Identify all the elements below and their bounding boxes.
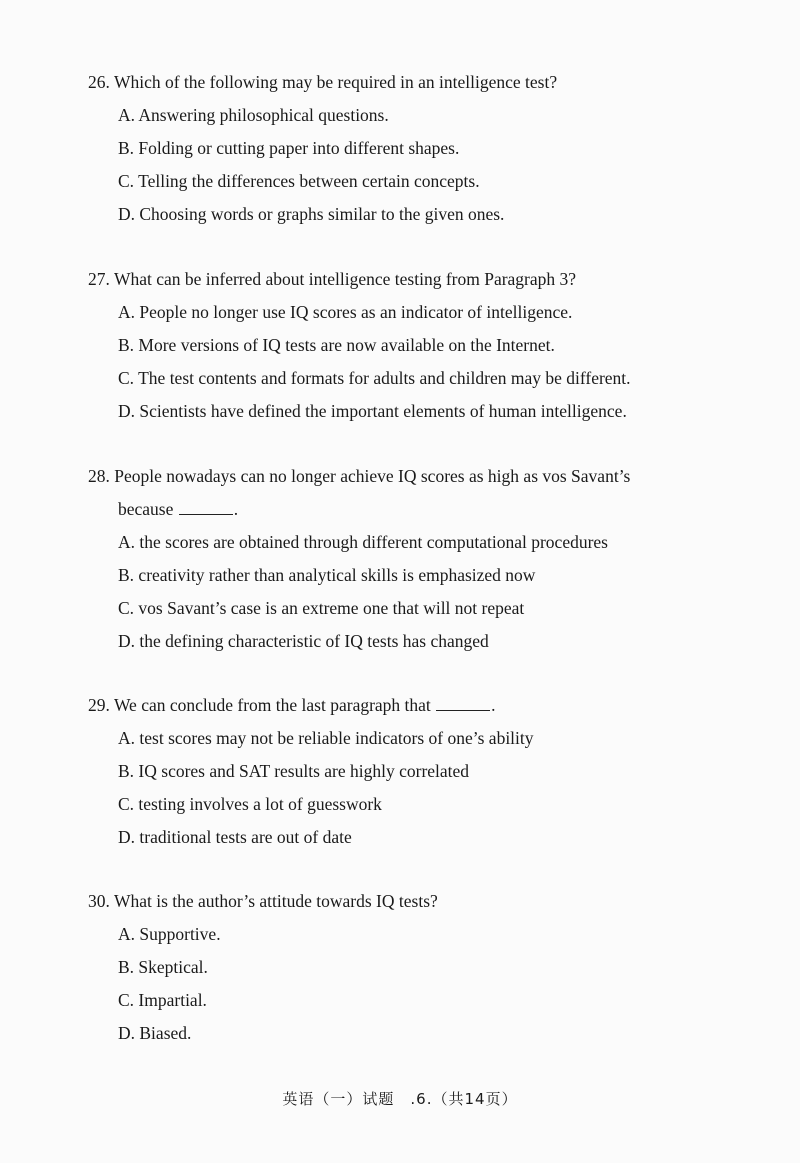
question-text: What can be inferred about intelligence testing from Paragraph 3? bbox=[113, 269, 577, 289]
option-a: A. Supportive. bbox=[118, 924, 221, 944]
option-d: D. Scientists have defined the important elements of human intelligence. bbox=[118, 401, 627, 421]
question-29 bbox=[88, 689, 738, 854]
question-text-before-blank: because bbox=[118, 499, 174, 519]
option-c: C. The test contents and formats for adults and children may be different. bbox=[118, 368, 631, 388]
question-text: Which of the following may be required in an intelligence test? bbox=[113, 72, 558, 92]
question-text-before-blank: We can conclude from the last paragraph that bbox=[113, 695, 431, 715]
option-b: B. More versions of IQ tests are now available on the Internet. bbox=[118, 335, 555, 355]
question-30 bbox=[88, 885, 738, 1050]
question-text: People nowadays can no longer achieve IQ scores as high as vos Savant’s bbox=[114, 466, 631, 486]
option-c: C. Telling the differences between certain concepts. bbox=[118, 171, 480, 191]
question-number: 29. bbox=[88, 695, 110, 715]
option-a: A. People no longer use IQ scores as an indicator of intelligence. bbox=[118, 302, 573, 322]
option-a: A. the scores are obtained through different computational procedures bbox=[118, 532, 608, 552]
answer-blank bbox=[436, 696, 490, 711]
question-stem-continued bbox=[88, 493, 738, 526]
question-stem bbox=[88, 885, 738, 918]
option-d: D. traditional tests are out of date bbox=[118, 827, 352, 847]
option-a: A. Answering philosophical questions. bbox=[118, 105, 389, 125]
question-number: 30. bbox=[88, 891, 110, 911]
answer-blank bbox=[179, 500, 233, 515]
question-28 bbox=[88, 460, 738, 658]
question-number: 27. bbox=[88, 269, 110, 289]
option-b: B. IQ scores and SAT results are highly correlated bbox=[118, 761, 470, 781]
option-b: B. creativity rather than analytical skills is emphasized now bbox=[118, 565, 536, 585]
question-text-after-blank: . bbox=[491, 695, 496, 715]
option-d: D. Choosing words or graphs similar to the given ones. bbox=[118, 204, 505, 224]
question-text-after-blank: . bbox=[233, 499, 239, 519]
page-footer: 英语（一）试题 .6.（共14页） bbox=[282, 1090, 518, 1108]
question-stem bbox=[88, 263, 738, 296]
question-stem bbox=[88, 66, 738, 99]
option-c: C. vos Savant’s case is an extreme one that will not repeat bbox=[118, 598, 525, 618]
option-d: D. the defining characteristic of IQ tests has changed bbox=[118, 631, 489, 651]
question-stem bbox=[88, 689, 738, 722]
option-c: C. Impartial. bbox=[118, 990, 207, 1010]
option-a: A. test scores may not be reliable indicators of one’s ability bbox=[118, 728, 534, 748]
option-b: B. Folding or cutting paper into different shapes. bbox=[118, 138, 460, 158]
question-27 bbox=[88, 263, 738, 428]
question-number: 26. bbox=[88, 72, 110, 92]
question-number: 28. bbox=[88, 466, 110, 486]
question-text: What is the author’s attitude towards IQ tests? bbox=[113, 891, 438, 911]
option-c: C. testing involves a lot of guesswork bbox=[118, 794, 382, 814]
question-stem bbox=[88, 460, 738, 493]
option-d: D. Biased. bbox=[118, 1023, 192, 1043]
question-26 bbox=[88, 66, 738, 231]
option-b: B. Skeptical. bbox=[118, 957, 208, 977]
